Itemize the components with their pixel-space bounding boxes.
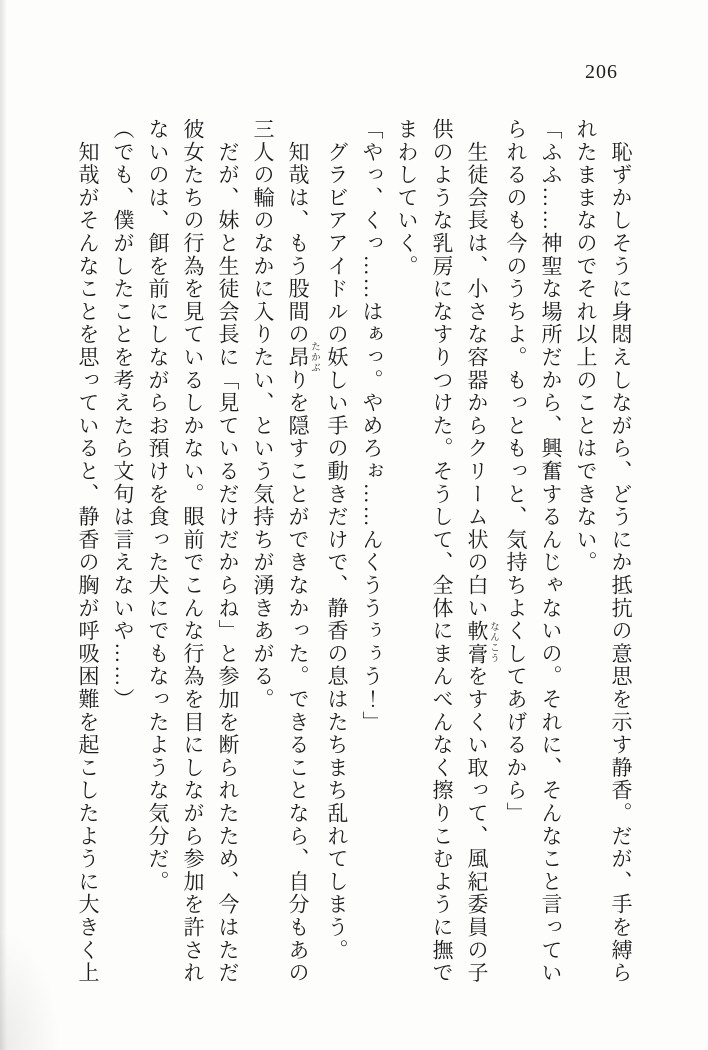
text-line: られるのも今のうちよ。もっともっと、気持ちよくしてあげるから」 <box>504 118 528 825</box>
page-edge-shadow <box>0 0 7 1050</box>
text-line: 「ふふ……神聖な場所だから、興奮するんじゃないの。それに、そんなこと言ってい <box>539 118 563 985</box>
text-line: 知哉がそんなことを思っていると、静香の胸が呼吸困難を起こしたように大きく上 <box>76 118 100 985</box>
text-line: れたままなのでそれ以上のことはできない。 <box>574 118 598 574</box>
text-line: まわしていく。 <box>395 118 419 278</box>
vertical-text-block <box>70 118 638 1002</box>
text-line: グラビアアイドルの妖しい手の動きだけで、静香の息はたちまち乱れてしまう。 <box>325 118 349 962</box>
text-line: 「やっ、くっ……はぁっ。やめろぉ……んくううぅぅう！」 <box>360 118 384 734</box>
text-line: 生徒会長は、小さな容器からクリーム状の白い軟膏 なんこうをすくい取って、風紀委員の子 <box>465 118 498 985</box>
text-line: だが、妹と生徒会長に「見ているだけだからね」と参加を断られたため、今はただ <box>216 118 240 985</box>
text-line: 供のような乳房になすりつけた。そうして、全体にまんべんなく擦りこむように撫で <box>430 118 454 985</box>
text-line: 彼女たちの行為を見ているしかない。眼前でこんな行為を目にしながら参加を許され <box>181 118 205 985</box>
text-line: 恥ずかしそうに身悶えしながら、どうにか抵抗の意思を示す静香。だが、手を縛ら <box>609 118 633 985</box>
text-line: ないのは、餌を前にしながらお預けを食った犬にでもなったような気分だ。 <box>146 118 170 894</box>
text-line: （でも、僕がしたことを考えたら文句は言えないや……） <box>111 118 135 711</box>
page-corner-shade <box>0 930 60 1050</box>
text-line: 三人の輪のなかに入りたい、という気持ちが湧きあがる。 <box>251 118 275 711</box>
page-number: 206 <box>585 61 618 83</box>
text-line: 知哉は、もう股間の昂 たかぶりを隠すことができなかった。できることなら、自分もあの <box>286 118 319 985</box>
